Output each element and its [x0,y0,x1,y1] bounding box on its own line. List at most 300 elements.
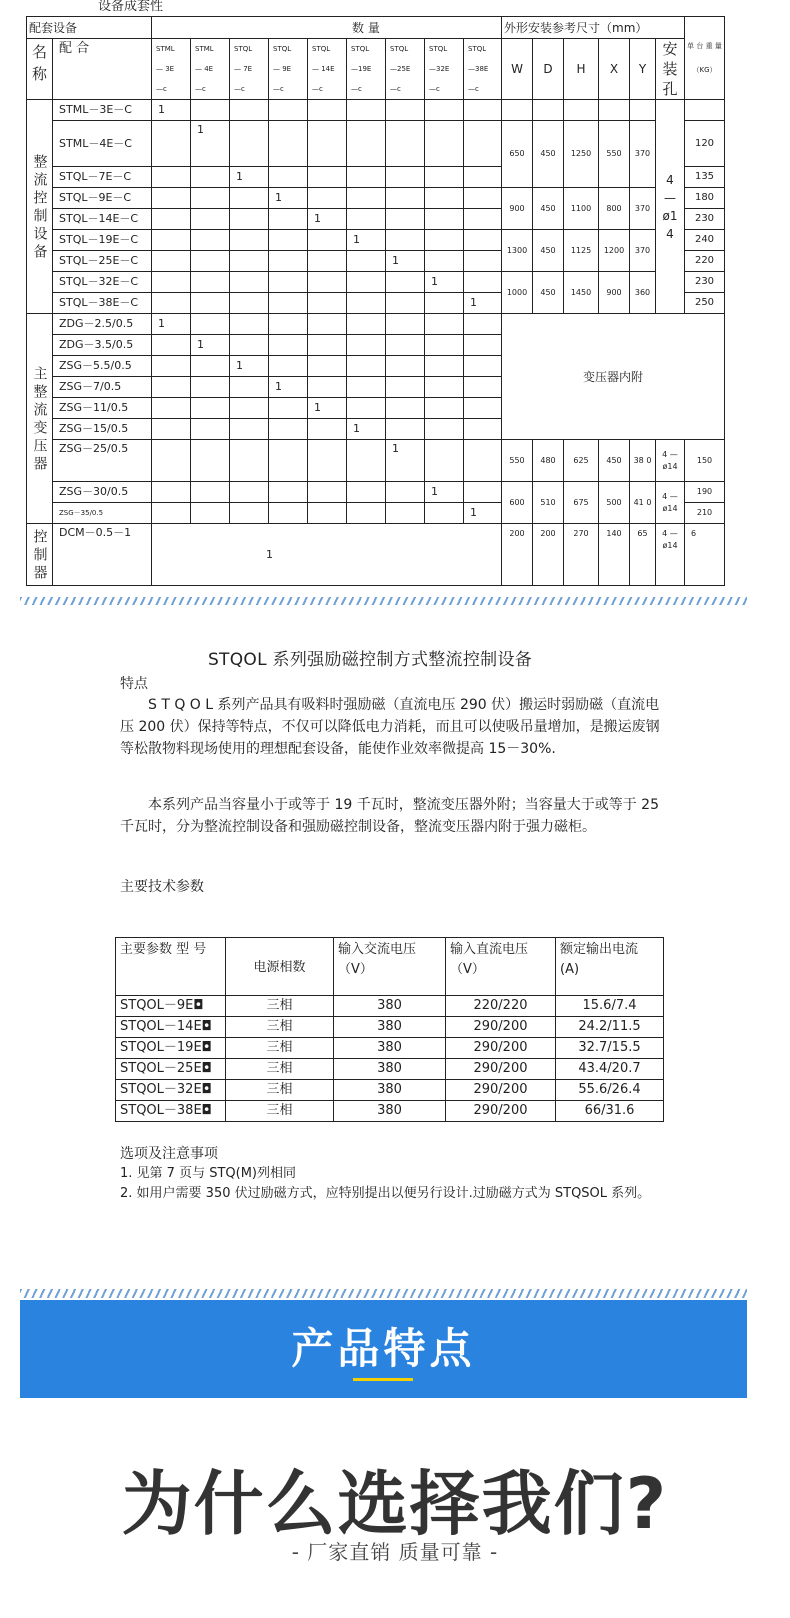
qty-empty [308,121,347,167]
dim-value: 200 [502,524,533,586]
weight-value: 120 [685,121,725,167]
params-cell: 43.4/20.7 [556,1059,664,1080]
table-row [116,1080,664,1101]
qty-col-header [191,39,230,100]
divider-stripes [20,597,747,605]
dim-empty [599,100,630,121]
params-cell: 290/200 [446,1059,556,1080]
dim-value: 1125 [564,230,599,272]
qty-empty [230,503,269,524]
qty-col-line: —c [390,85,401,93]
dim-value: 900 [502,188,533,230]
qty-empty [191,293,230,314]
model-name: STML－4E－C [53,121,152,167]
qty-col-line: STQL [468,45,487,53]
dim-value: 65 [630,524,656,586]
weight-value: 240 [685,230,725,251]
qty-empty [386,188,425,209]
qty-empty [191,314,230,335]
qty-empty [269,398,308,419]
model-name: ZDG－3.5/0.5 [53,335,152,356]
dim-value: 360 [630,272,656,314]
qty-empty [464,209,502,230]
qty-empty [425,503,464,524]
why-choose-us-subtitle: - 厂家直销 质量可靠 - [291,1540,499,1564]
params-cell: 380 [334,1017,446,1038]
qty-empty [152,440,191,482]
qty-empty [425,398,464,419]
qty-empty [308,419,347,440]
qty-col-line: — 7E [234,65,253,73]
dim-empty [630,100,656,121]
table-row [27,440,725,482]
qty-empty [464,482,502,503]
qty-col-header [425,39,464,100]
qty-empty [308,188,347,209]
params-header: 电源相数 [226,938,334,996]
qty-empty [230,293,269,314]
model-name: ZSG－30/0.5 [53,482,152,503]
params-cell: 55.6/26.4 [556,1080,664,1101]
qty-empty [308,482,347,503]
qty-empty [386,503,425,524]
dim-empty [502,100,533,121]
install-hole-value: 4 — ø1 4 [656,100,685,314]
qty-empty [191,167,230,188]
header-name: 名称 [27,39,53,100]
config-table [26,16,725,586]
params-cell: 24.2/11.5 [556,1017,664,1038]
qty-empty [269,440,308,482]
qty-empty [269,272,308,293]
header-match: 配 合 [53,39,152,100]
banner-title: 产品特点 [291,1324,476,1373]
qty-empty [347,167,386,188]
weight-value: 150 [685,440,725,482]
dim-value: 1300 [502,230,533,272]
qty-value: 1 [191,335,230,356]
qty-empty [464,314,502,335]
qty-empty [152,272,191,293]
qty-empty [152,419,191,440]
qty-empty [464,440,502,482]
qty-col-line: STQL [273,45,292,53]
qty-col-line: — 3E [156,65,175,73]
qty-empty [230,377,269,398]
qty-empty [308,167,347,188]
qty-empty [386,293,425,314]
params-header: 输入交流电压 （V） [334,938,446,996]
qty-empty [152,209,191,230]
group-controller: 控制器 [27,524,53,586]
dim-value: 370 [630,121,656,188]
qty-empty [425,121,464,167]
params-cell: 32.7/15.5 [556,1038,664,1059]
qty-value: 1 [152,524,502,586]
qty-empty [152,377,191,398]
qty-col-line: —c [195,85,206,93]
qty-empty [464,398,502,419]
table-row [27,314,725,335]
qty-empty [464,230,502,251]
qty-empty [230,272,269,293]
params-cell: 三相 [226,1080,334,1101]
table-row [27,39,725,100]
model-name: ZSG－25/0.5 [53,440,152,482]
table-row [116,1101,664,1122]
dim-value: 500 [599,482,630,524]
qty-empty [191,377,230,398]
qty-empty [191,419,230,440]
qty-empty [386,482,425,503]
qty-empty [230,209,269,230]
qty-col-line: —25E [390,65,411,73]
qty-empty [308,100,347,121]
model-name: ZSG－35/0.5 [53,503,152,524]
install-hole-header: 安装孔 [656,39,685,100]
qty-empty [347,503,386,524]
qty-col-header [347,39,386,100]
weight-empty [685,100,725,121]
qty-empty [269,503,308,524]
dim-value: 800 [599,188,630,230]
table-row [27,482,725,503]
model-name: STQL－25E－C [53,251,152,272]
table-row [27,100,725,121]
qty-empty [308,503,347,524]
dim-value: 370 [630,230,656,272]
header-weight [685,17,725,100]
model-name: STQL－38E－C [53,293,152,314]
qty-col-header [269,39,308,100]
qty-col-line: STQL [234,45,253,53]
weight-value: 210 [685,503,725,524]
qty-value: 1 [425,272,464,293]
qty-empty [230,251,269,272]
table-row [116,996,664,1017]
weight-value: 250 [685,293,725,314]
weight-value: 180 [685,188,725,209]
dim-value: 200 [533,524,564,586]
table-row [116,1038,664,1059]
params-cell: 290/200 [446,1038,556,1059]
dim-value: 1000 [502,272,533,314]
group-rectifier: 整流控制设备 [27,100,53,314]
qty-col-line: —c [273,85,284,93]
qty-empty [464,377,502,398]
model-name: STQL－9E－C [53,188,152,209]
dim-value: 900 [599,272,630,314]
qty-value: 1 [425,482,464,503]
qty-empty [425,293,464,314]
qty-empty [386,419,425,440]
install-hole-value: 4 — ø14 [656,440,685,482]
params-cell: 290/200 [446,1101,556,1122]
qty-col-line: STQL [390,45,409,53]
params-header: 主要参数 型 号 [116,938,226,996]
weight-value: 135 [685,167,725,188]
model-name: ZSG－15/0.5 [53,419,152,440]
qty-empty [308,251,347,272]
qty-empty [308,335,347,356]
weight-label: 单 台 重 量 [687,42,722,50]
dim-value: 510 [533,482,564,524]
params-cell: 220/220 [446,996,556,1017]
qty-empty [308,356,347,377]
group-transformer: 主整流变压器 [27,314,53,524]
qty-empty [464,335,502,356]
model-name: STQL－19E－C [53,230,152,251]
qty-empty [347,251,386,272]
qty-empty [386,272,425,293]
params-cell: 380 [334,1038,446,1059]
qty-col-line: — 14E [312,65,335,73]
dim-value: 675 [564,482,599,524]
params-header: 额定输出电流 (A) [556,938,664,996]
qty-empty [425,230,464,251]
params-cell: 66/31.6 [556,1101,664,1122]
params-cell: 三相 [226,1059,334,1080]
qty-empty [464,419,502,440]
header-qty: 数 量 [152,17,502,39]
weight-value: 220 [685,251,725,272]
qty-value: 1 [386,251,425,272]
qty-empty [191,503,230,524]
weight-value: 230 [685,209,725,230]
dim-value: 450 [533,121,564,188]
qty-empty [269,293,308,314]
params-cell: STQOL－38E◘ [116,1101,226,1122]
qty-empty [425,314,464,335]
qty-empty [464,100,502,121]
qty-col-line: STML [195,45,214,53]
qty-empty [386,356,425,377]
qty-empty [308,440,347,482]
qty-empty [347,356,386,377]
qty-empty [152,188,191,209]
dim-col-header: H [564,39,599,100]
qty-empty [191,398,230,419]
qty-empty [347,272,386,293]
qty-col-line: —c [351,85,362,93]
dim-value: 1450 [564,272,599,314]
qty-col-line: —c [429,85,440,93]
params-cell: 380 [334,1080,446,1101]
qty-col-line: —32E [429,65,450,73]
qty-empty [152,503,191,524]
params-cell: 380 [334,1101,446,1122]
qty-empty [230,188,269,209]
qty-col-header [152,39,191,100]
qty-empty [152,251,191,272]
qty-empty [152,167,191,188]
qty-empty [191,482,230,503]
qty-empty [386,167,425,188]
qty-empty [230,335,269,356]
table-row [116,1059,664,1080]
qty-empty [464,272,502,293]
qty-empty [347,121,386,167]
qty-col-line: —c [312,85,323,93]
qty-empty [464,188,502,209]
qty-empty [347,398,386,419]
qty-value: 1 [152,314,191,335]
header-dims: 外形安装参考尺寸（mm） [502,17,685,39]
dim-value: 480 [533,440,564,482]
qty-col-line: — 9E [273,65,292,73]
qty-value: 1 [464,503,502,524]
table-row [27,272,725,293]
qty-empty [269,482,308,503]
qty-value: 1 [152,100,191,121]
qty-empty [152,335,191,356]
params-cell: STQOL－9E◘ [116,996,226,1017]
qty-empty [425,167,464,188]
qty-empty [425,377,464,398]
qty-col-line: STML [156,45,175,53]
model-name: ZSG－7/0.5 [53,377,152,398]
qty-empty [308,272,347,293]
qty-empty [191,356,230,377]
qty-empty [230,314,269,335]
qty-empty [230,121,269,167]
qty-empty [191,251,230,272]
qty-empty [191,188,230,209]
qty-empty [386,230,425,251]
dim-value: 1200 [599,230,630,272]
model-name: STQL－32E－C [53,272,152,293]
install-hole-value: 4 — ø14 [656,482,685,524]
qty-empty [152,482,191,503]
dim-value: 450 [533,188,564,230]
qty-empty [191,230,230,251]
qty-empty [425,100,464,121]
qty-value: 1 [386,440,425,482]
qty-empty [269,209,308,230]
qty-empty [347,335,386,356]
params-cell: 15.6/7.4 [556,996,664,1017]
options-item-1: 1. 见第 7 页与 STQ(M)列相同 [120,1166,296,1181]
qty-empty [347,209,386,230]
dim-value: 1250 [564,121,599,188]
qty-empty [425,188,464,209]
params-cell: 380 [334,1059,446,1080]
qty-col-line: —c [468,85,479,93]
banner-underline [353,1378,413,1381]
dim-value: 600 [502,482,533,524]
qty-empty [269,121,308,167]
dim-value: 1100 [564,188,599,230]
dim-value: 450 [533,272,564,314]
qty-value: 1 [347,230,386,251]
params-cell: STQOL－25E◘ [116,1059,226,1080]
qty-col-line: STQL [351,45,370,53]
qty-empty [347,440,386,482]
dim-value: 270 [564,524,599,586]
dim-value: 140 [599,524,630,586]
qty-empty [425,335,464,356]
model-name: ZSG－5.5/0.5 [53,356,152,377]
qty-empty [152,230,191,251]
dim-col-header: X [599,39,630,100]
qty-empty [230,398,269,419]
qty-empty [269,251,308,272]
model-name: STQL－14E－C [53,209,152,230]
qty-empty [269,230,308,251]
qty-empty [308,230,347,251]
features-paragraph-1: S T Q O L 系列产品具有吸料时强励磁（直流电压 290 伏）搬运时弱励磁（直流电压 200 伏）保持等特点，不仅可以降低电力消耗，而且可以使吸吊量增加，是搬运废钢等松散物料现场使用的理想配套设备，能使作业效率微提高 15－30%. [120,697,660,757]
params-cell: 290/200 [446,1080,556,1101]
qty-empty [269,356,308,377]
header-equip: 配套设备 [27,17,152,39]
qty-empty [386,335,425,356]
qty-value: 1 [191,121,230,167]
dim-col-header: Y [630,39,656,100]
weight-value: 190 [685,482,725,503]
dim-value: 450 [533,230,564,272]
dim-empty [533,100,564,121]
table-row [27,230,725,251]
qty-empty [191,209,230,230]
params-cell: 380 [334,996,446,1017]
qty-empty [386,314,425,335]
dim-value: 370 [630,188,656,230]
options-item-2: 2. 如用户需要 350 伏过励磁方式，应特别提出以便另行设计.过励磁方式为 STQSOL 系列。 [120,1186,651,1201]
qty-empty [230,482,269,503]
model-name: ZDG－2.5/0.5 [53,314,152,335]
weight-value: 6 [685,524,725,586]
model-name: STML－3E－C [53,100,152,121]
features-label: 特点 [120,676,148,692]
dim-value: 650 [502,121,533,188]
qty-col-line: — 4E [195,65,214,73]
qty-empty [152,356,191,377]
qty-empty [269,167,308,188]
params-cell: STQOL－32E◘ [116,1080,226,1101]
qty-empty [230,419,269,440]
model-name: DCM－0.5－1 [53,524,152,586]
model-name: STQL－7E－C [53,167,152,188]
config-table-title: 设备成套性 [98,0,164,14]
qty-empty [230,230,269,251]
qty-empty [425,209,464,230]
qty-value: 1 [230,167,269,188]
options-title: 选项及注意事项 [120,1146,218,1162]
table-row [27,121,725,167]
dim-col-header: W [502,39,533,100]
table-row [27,524,725,586]
qty-value: 1 [269,188,308,209]
qty-empty [386,121,425,167]
dim-value: 41 0 [630,482,656,524]
qty-empty [464,251,502,272]
qty-empty [347,482,386,503]
qty-empty [425,251,464,272]
qty-empty [230,440,269,482]
qty-empty [425,440,464,482]
qty-col-header [386,39,425,100]
qty-value: 1 [464,293,502,314]
qty-col-header [464,39,502,100]
qty-empty [386,377,425,398]
qty-empty [152,398,191,419]
params-cell: 三相 [226,1017,334,1038]
dim-value: 550 [599,121,630,188]
qty-empty [191,440,230,482]
weight-value: 230 [685,272,725,293]
model-name: ZSG－11/0.5 [53,398,152,419]
qty-col-line: STQL [312,45,331,53]
